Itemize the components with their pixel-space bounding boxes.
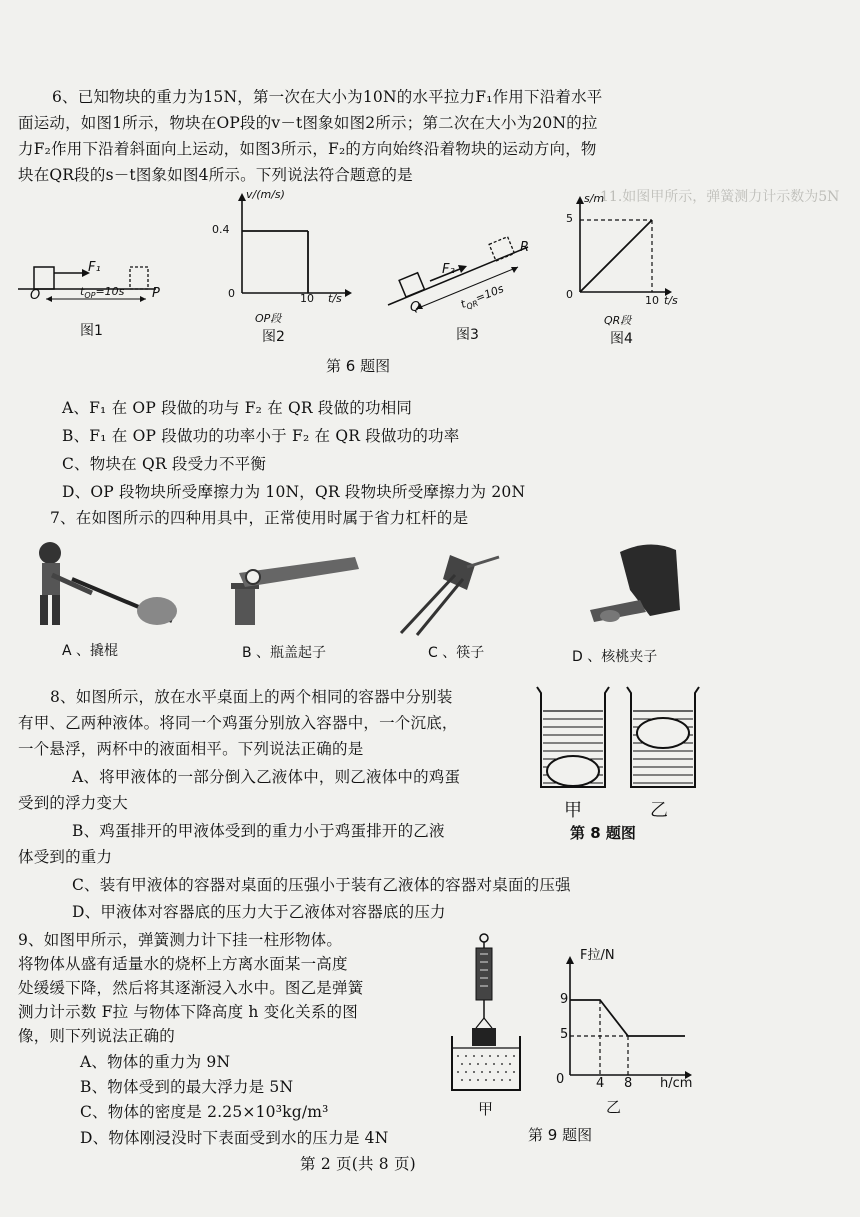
q6-fig3-point-q: Q [410,300,421,315]
q6-fig3-caption: 图3 [456,327,479,343]
q6-fig1-point-p: P [152,286,160,301]
q6-line-2: 面运动，如图1所示，物块在OP段的v－t图象如图2所示；第二次在大小为20N的拉 [18,114,598,132]
q9-figure-caption: 第 9 题图 [528,1126,593,1144]
q8-option-b-line-2: 体受到的重力 [18,848,113,866]
q9-force-height-chart [560,960,690,1085]
q8-option-c: C、装有甲液体的容器对桌面的压强小于装有乙液体的容器对桌面的压强 [72,876,571,894]
q8-fig-left-label: 甲 [564,800,582,821]
q6-fig4-caption: 图4 [610,331,633,347]
q6-line-1: 6、已知物块的重力为15N，第一次在大小为10N的水平拉力F₁作用下沿着水平 [52,88,603,106]
q6-fig1-force-label: F₁ [88,260,101,275]
q9-line-1: 9、如图甲所示，弹簧测力计下挂一柱形物体。 [18,931,343,949]
q9-chart-xtick-8: 8 [624,1076,633,1091]
q7-option-b: B 、瓶盖起子 [242,645,327,661]
q6-figure-caption: 第 6 题图 [326,357,391,375]
q6-figure-3 [378,225,538,315]
q6-fig2-xtick: 10 [300,292,314,305]
q6-option-c: C、物块在 QR 段受力不平衡 [62,455,267,473]
q8-option-b-line-1: B、鸡蛋排开的甲液体受到的重力小于鸡蛋排开的乙液 [72,822,445,840]
q6-line-4: 块在QR段的s－t图象如图4所示。下列说法符合题意的是 [18,166,413,184]
q9-chart-xlabel: h/cm [660,1076,693,1091]
q7-option-c: C 、筷子 [428,645,485,661]
q6-option-b: B、F₁ 在 OP 段做功的功率小于 F₂ 在 QR 段做功的功率 [62,427,460,445]
q6-figure-2-chart [230,195,350,305]
q6-fig4-subcaption: QR段 [604,314,632,327]
q6-line-3: 力F₂作用下沿着斜面向上运动，如图3所示，F₂的方向始终沿着物块的运动方向，物 [18,140,597,158]
q8-line-3: 一个悬浮，两杯中的液面相平。下列说法正确的是 [18,740,364,758]
chopsticks-illustration [395,545,505,640]
q6-fig4-ytick: 5 [566,212,573,225]
q9-chart-line [570,1000,685,1036]
q8-option-a-line-2: 受到的浮力变大 [18,794,128,812]
q8-egg-sunk [547,756,599,786]
q6-fig2-ylabel: v/(m/s) [246,188,285,201]
q6-fig2-ytick: 0.4 [212,223,230,236]
page-footer: 第 2 页(共 8 页) [300,1155,416,1173]
q6-fig1-caption: 图1 [80,323,103,339]
q7-option-d: D 、核桃夹子 [572,649,658,665]
nutcracker-illustration [580,540,690,640]
q9-option-d: D、物体刚浸没时下表面受到水的压力是 4N [80,1129,389,1147]
q6-fig2-caption: 图2 [262,329,285,345]
q6-fig3-point-r: R [520,240,530,255]
q6-fig2-xlabel: t/s [328,292,342,305]
q9-spring-scale-figure [448,932,528,1097]
q8-fig-right-label: 乙 [650,800,668,821]
q9-line-3: 处缓缓下降，然后将其逐渐浸入水中。图乙是弹簧 [18,979,364,997]
q6-fig2-origin: 0 [228,287,235,300]
q8-line-2: 有甲、乙两种液体。将同一个鸡蛋分别放入容器中，一个沉底， [18,714,458,732]
q6-fig4-xlabel: t/s [664,294,678,307]
q6-option-d: D、OP 段物块所受摩擦力为 10N，QR 段物块所受摩擦力为 20N [62,483,526,501]
crowbar-illustration [22,535,182,635]
q7-stem: 7、在如图所示的四种用具中，正常使用时属于省力杠杆的是 [50,509,469,527]
q9-line-2: 将物体从盛有适量水的烧杯上方离水面某一高度 [18,955,348,973]
q9-option-c: C、物体的密度是 2.25×10³kg/m³ [80,1103,329,1121]
q6-option-a: A、F₁ 在 OP 段做的功与 F₂ 在 QR 段做的功相同 [62,399,413,417]
q9-chart-origin: 0 [556,1072,565,1087]
bleed-through-text: 11.如图甲所示，弹簧测力计示数为5N [600,189,840,205]
q6-fig4-ylabel: s/m [584,192,605,205]
q7-option-a: A 、撬棍 [62,643,119,659]
q8-beakers-figure [535,683,705,793]
q6-fig2-subcaption: OP段 [255,312,282,325]
q6-fig1-time-label: $t_{OP}=10s$ [80,285,125,301]
q9-line-5: 像，则下列说法正确的 [18,1027,176,1045]
q8-line-1: 8、如图所示，放在水平桌面上的两个相同的容器中分别装 [50,688,453,706]
q8-option-d: D、甲液体对容器底的压力大于乙液体对容器底的压力 [72,903,446,921]
q9-chart-xtick-4: 4 [596,1076,605,1091]
q9-chart-ytick-5: 5 [560,1027,569,1042]
bottle-opener-illustration [225,555,365,630]
q8-option-a-line-1: A、将甲液体的一部分倒入乙液体中，则乙液体中的鸡蛋 [72,768,461,786]
q6-fig3-force-label: F₂ [442,262,455,277]
q9-fig-left-label: 甲 [478,1100,494,1118]
q9-fig-right-label: 乙 [606,1098,622,1116]
q6-fig4-xtick: 10 [645,294,659,307]
q8-figure-caption: 第 8 题图 [570,824,636,842]
q6-fig4-distance-line [580,220,652,292]
q9-option-a: A、物体的重力为 9N [80,1053,231,1071]
q6-fig3-time-label: $t_{QR}=10s$ [458,282,506,312]
q9-chart-ylabel: F拉/N [580,948,615,963]
q9-chart-ytick-9: 9 [560,992,569,1007]
q6-fig1-point-o: O [30,288,41,303]
q9-line-4: 测力计示数 F拉 与物体下降高度 h 变化关系的图 [18,1003,358,1021]
q6-figure-4-chart [570,200,670,300]
q9-option-b: B、物体受到的最大浮力是 5N [80,1078,294,1096]
q6-fig4-origin: 0 [566,288,573,301]
q8-egg-suspended [637,718,689,748]
